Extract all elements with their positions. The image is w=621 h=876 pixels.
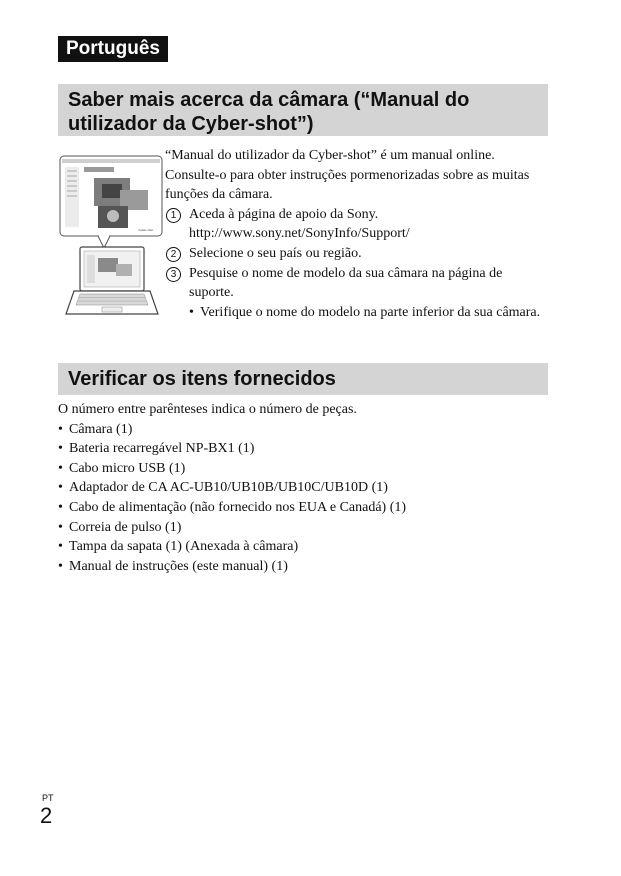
list-item bbox=[58, 439, 548, 459]
section-heading-manual: Saber mais acerca da câmara (“Manual do utilizador da Cyber-shot”) bbox=[58, 84, 548, 136]
bullet: • bbox=[58, 441, 63, 457]
bullet: • bbox=[189, 304, 194, 320]
step-number-2: 2 bbox=[166, 247, 181, 262]
language-tab: Português bbox=[58, 36, 168, 62]
step-2 bbox=[165, 244, 550, 264]
item-text: Cabo de alimentação (não fornecido nos EUA e Canadá) (1) bbox=[69, 499, 407, 515]
bullet: • bbox=[58, 480, 63, 496]
step-number-1: 1 bbox=[166, 208, 181, 223]
manual-intro-text: “Manual do utilizador da Cyber-shot” é um manual online. Consulte-o para obter instruções pormenorizadas sobre as muitas funções da câmara. bbox=[165, 148, 530, 203]
list-item bbox=[58, 537, 548, 557]
step-3 bbox=[165, 264, 550, 303]
page-number: 2 bbox=[40, 803, 53, 828]
step-number-3: 3 bbox=[166, 267, 181, 282]
item-text: Adaptador de CA AC-UB10/UB10B/UB10C/UB10D (1) bbox=[69, 480, 388, 496]
page-language-code: PT bbox=[42, 793, 54, 803]
step-1 bbox=[165, 205, 550, 244]
item-text: Tampa da sapata (1) (Anexada à câmara) bbox=[69, 539, 299, 555]
item-text: Cabo micro USB (1) bbox=[69, 460, 186, 476]
manual-section-body bbox=[165, 146, 550, 322]
item-text: Correia de pulso (1) bbox=[69, 519, 182, 535]
figure-caption: Cyber-shot bbox=[138, 228, 153, 232]
list-item bbox=[58, 518, 548, 538]
bullet: • bbox=[58, 460, 63, 476]
bullet: • bbox=[58, 499, 63, 515]
bullet: • bbox=[58, 519, 63, 535]
list-item bbox=[58, 478, 548, 498]
list-item bbox=[58, 498, 548, 518]
model-name-note bbox=[165, 303, 550, 323]
bullet: • bbox=[58, 558, 63, 574]
bullet: • bbox=[58, 421, 63, 437]
item-text: Bateria recarregável NP-BX1 (1) bbox=[69, 441, 255, 457]
section-heading-supplied-items: Verificar os itens fornecidos bbox=[58, 363, 548, 395]
list-item bbox=[58, 459, 548, 479]
list-item bbox=[58, 420, 548, 440]
item-text: Manual de instruções (este manual) (1) bbox=[69, 558, 288, 574]
list-item bbox=[58, 557, 548, 577]
step-1-text: Aceda à página de apoio da Sony. bbox=[189, 206, 379, 222]
support-url: http://www.sony.net/SonyInfo/Support/ bbox=[189, 226, 410, 242]
supplied-items-body bbox=[58, 400, 548, 576]
step-3-text: Pesquise o nome de modelo da sua câmara na página de suporte. bbox=[189, 265, 503, 301]
item-text: Câmara (1) bbox=[69, 421, 133, 437]
supplied-items-intro: O número entre parênteses indica o número de peças. bbox=[58, 402, 357, 417]
step-2-text: Selecione o seu país ou região. bbox=[189, 245, 362, 261]
laptop-manual-illustration bbox=[58, 150, 166, 322]
bullet: • bbox=[58, 539, 63, 555]
model-name-note-text: Verifique o nome do modelo na parte inferior da sua câmara. bbox=[200, 304, 541, 320]
